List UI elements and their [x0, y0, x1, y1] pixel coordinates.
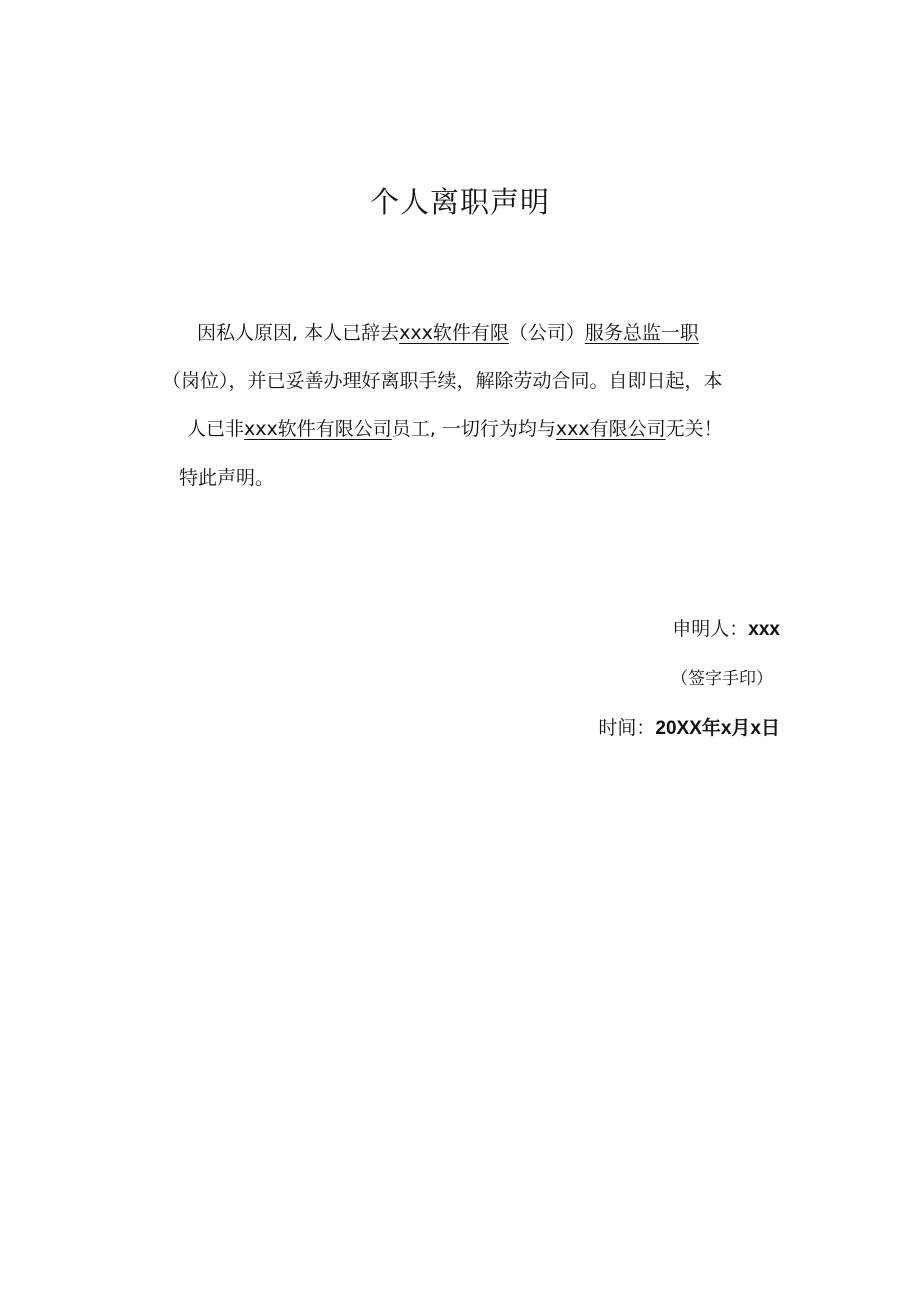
declarant-label: 申明人：	[672, 618, 749, 640]
declarant-value: xxx	[748, 619, 780, 640]
document-title: 个人离职声明	[369, 185, 550, 219]
body-line-3-end: 无关！	[665, 418, 723, 440]
body-line-2: （岗位），并已妥善办理好离职手续，解除劳动合同。自即日起，本	[162, 370, 723, 392]
sign-note: （签字手印）	[671, 669, 773, 689]
body-line-1-paren: （公司）	[508, 322, 585, 344]
declarant-line	[672, 614, 780, 641]
date-value: 20XX年x月x日	[655, 718, 780, 739]
date-label: 时间：	[598, 717, 656, 739]
body-line-3-middle: 员工, 一切行为均与	[391, 418, 556, 440]
body-line-4: 特此声明。	[179, 467, 275, 489]
body-line-1	[197, 318, 699, 345]
date-line	[598, 713, 780, 740]
body-line-1-text: 因私人原因, 本人已辞去	[197, 322, 400, 344]
body-line-3-text: 人已非	[187, 418, 245, 440]
company-full-name-underlined: xxx软件有限公司	[244, 418, 392, 440]
position-underlined: 服务总监一职	[584, 322, 699, 344]
company-short-name-underlined: xxx有限公司	[555, 418, 666, 440]
company-name-underlined: xxx软件有限	[399, 322, 509, 344]
body-line-3	[187, 414, 723, 441]
